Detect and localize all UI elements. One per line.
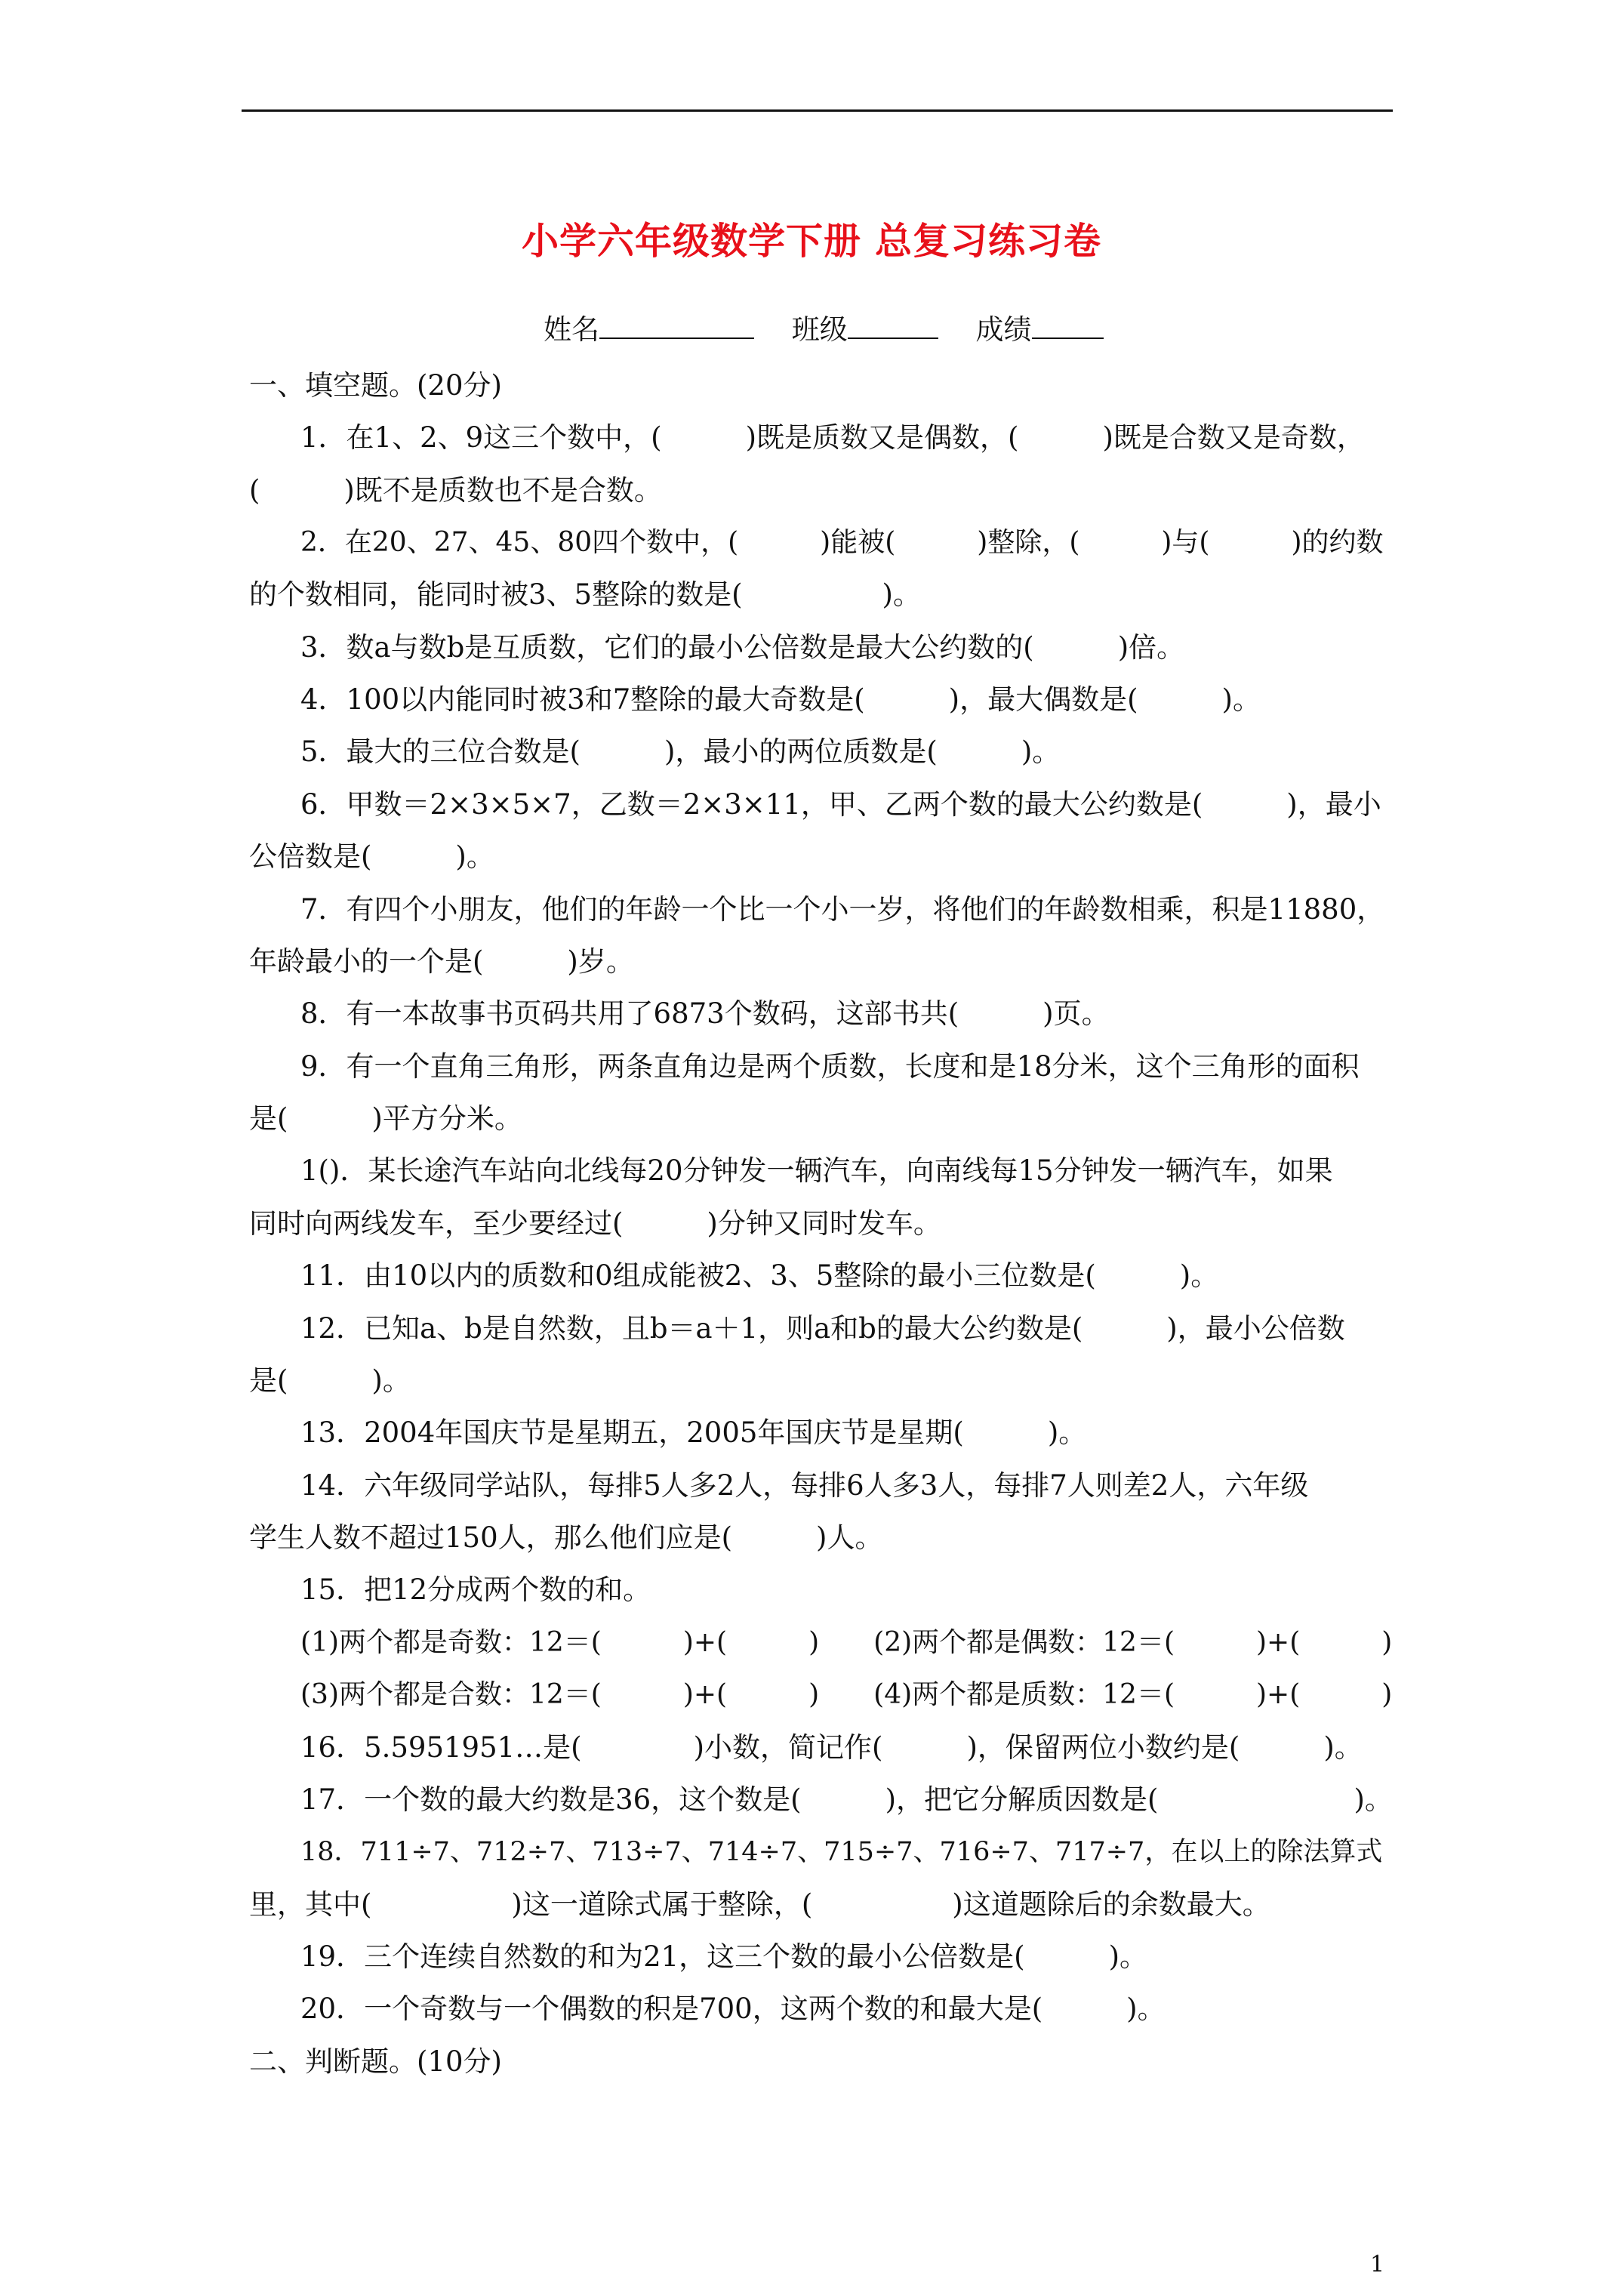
score-field[interactable] <box>976 311 1104 349</box>
question-6-line-1: 6．甲数＝2×3×5×7，乙数＝2×3×11，甲、乙两个数的最大公约数是( )，最小 <box>300 788 1381 821</box>
question-4: 4．100以内能同时被3和7整除的最大奇数是( )，最大偶数是( )。 <box>300 683 1261 716</box>
student-info-row <box>544 311 1132 349</box>
question-10-line-2: 同时向两线发车，至少要经过( )分钟又同时发车。 <box>249 1207 941 1240</box>
question-16: 16．5.5951951…是( )小数，简记作( )，保留两位小数约是( )。 <box>300 1731 1363 1764</box>
question-17: 17．一个数的最大约数是36，这个数是( )，把它分解质因数是( )。 <box>300 1783 1393 1816</box>
page-title: 小学六年级数学下册 总复习练习卷 <box>521 219 1102 263</box>
name-label: 姓名 <box>544 313 599 346</box>
page-number: 1 <box>1370 2251 1385 2278</box>
question-13: 13．2004年国庆节是星期五，2005年国庆节是星期( )。 <box>300 1416 1087 1449</box>
question-15: 15．把12分成两个数的和。 <box>300 1573 651 1606</box>
question-11: 11．由10以内的质数和0组成能被2、3、5整除的最小三位数是( )。 <box>300 1259 1219 1292</box>
class-label: 班级 <box>791 313 848 346</box>
class-blank[interactable] <box>848 312 938 339</box>
section-heading-true-false: 二、判断题。(10分) <box>249 2045 502 2078</box>
question-7-line-2: 年龄最小的一个是( )岁。 <box>249 945 634 978</box>
question-3: 3．数a与数b是互质数，它们的最小公倍数是最大公约数的( )倍。 <box>300 631 1185 664</box>
name-blank[interactable] <box>599 312 754 339</box>
question-14-line-1: 14．六年级同学站队，每排5人多2人，每排6人多3人，每排7人则差2人，六年级 <box>300 1469 1309 1502</box>
question-5: 5．最大的三位合数是( )，最小的两位质数是( )。 <box>300 735 1061 768</box>
question-2-line-2: 的个数相同，能同时被3、5整除的数是( )。 <box>249 578 921 611</box>
question-12-line-2: 是( )。 <box>249 1364 411 1397</box>
question-6-line-2: 公倍数是( )。 <box>249 840 494 873</box>
question-10-line-1: 1()．某长途汽车站向北线每20分钟发一辆汽车，向南线每15分钟发一辆汽车，如果 <box>300 1154 1333 1187</box>
question-18-line-2: 里，其中( )这一道除式属于整除，( )这道题除后的余数最大。 <box>249 1888 1270 1921</box>
section-heading-fill-blank: 一、填空题。(20分) <box>249 369 502 402</box>
question-18-line-1: 18．711÷7、712÷7、713÷7、714÷7、715÷7、716÷7、717÷7，在以上的除法算式 <box>300 1837 1383 1867</box>
question-7-line-1: 7．有四个小朋友，他们的年龄一个比一个小一岁，将他们的年龄数相乘，积是11880， <box>300 893 1385 926</box>
name-field[interactable] <box>544 311 754 349</box>
question-8: 8．有一本故事书页码共用了6873个数码，这部书共( )页。 <box>300 997 1110 1030</box>
question-1-line-1: 1．在1、2、9这三个数中，( )既是质数又是偶数，( )既是合数又是奇数， <box>300 421 1365 454</box>
question-2-line-1: 2．在20、27、45、80四个数中，( )能被( )整除，( )与( )的约数 <box>300 527 1384 558</box>
header-rule <box>242 109 1393 112</box>
question-9-line-1: 9．有一个直角三角形，两条直角边是两个质数，长度和是18分米，这个三角形的面积 <box>300 1050 1360 1083</box>
question-19: 19．三个连续自然数的和为21，这三个数的最小公倍数是( )。 <box>300 1940 1148 1973</box>
question-15-parts-3-4: (3)两个都是合数：12＝( )+( ) (4)两个都是质数：12＝( )+( ) <box>300 1679 1393 1710</box>
question-9-line-2: 是( )平方分米。 <box>249 1102 522 1135</box>
score-label: 成绩 <box>975 313 1032 346</box>
question-15-parts-1-2: (1)两个都是奇数：12＝( )+( ) (2)两个都是偶数：12＝( )+( ) <box>300 1627 1393 1658</box>
score-blank[interactable] <box>1032 312 1104 339</box>
question-14-line-2: 学生人数不超过150人，那么他们应是( )人。 <box>249 1521 883 1554</box>
question-1-line-2: ( )既不是质数也不是合数。 <box>249 474 662 507</box>
question-20: 20．一个奇数与一个偶数的积是700，这两个数的和最大是( )。 <box>300 1992 1166 2025</box>
class-field[interactable] <box>792 311 938 349</box>
question-12-line-1: 12．已知a、b是自然数，且b＝a＋1，则a和b的最大公约数是( )，最小公倍数 <box>300 1312 1345 1345</box>
